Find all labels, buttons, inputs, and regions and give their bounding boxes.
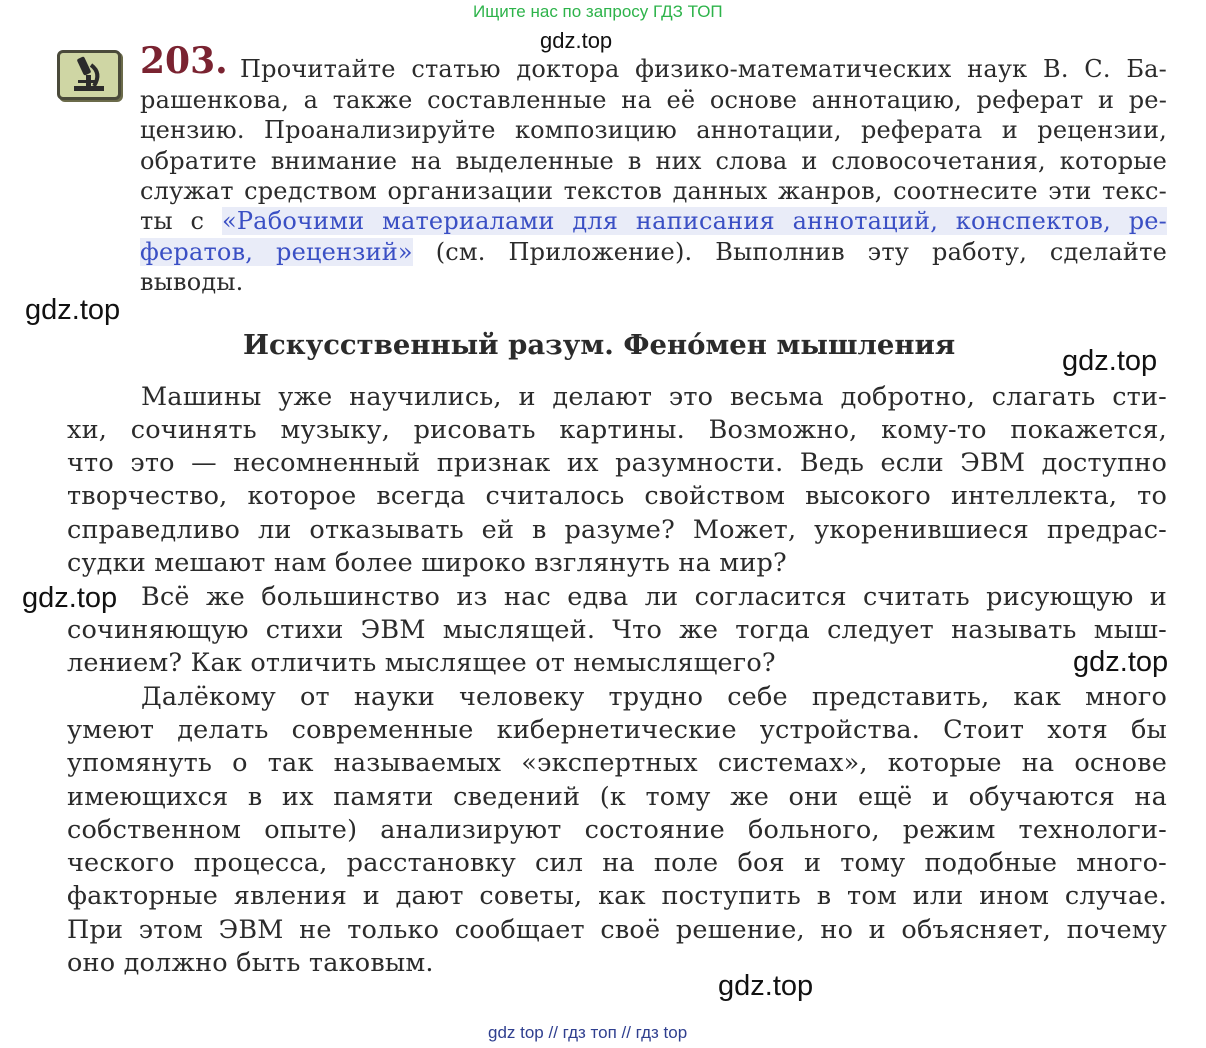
article-line: имеющихся в их памяти сведений (к тому же они ещё и обучаются на [67, 782, 1167, 812]
article-line: упомянуть о так называемых «экспертных системах», которые на основе [67, 748, 1167, 778]
site-watermark: gdz.top [718, 970, 814, 1002]
task-line-5: служат средством организации текстов данных жанров, соотнесите эти текс- [140, 177, 1167, 205]
article-line: Всё же большинство из нас едва ли согласится считать рисующую и [141, 582, 1167, 612]
appendix-link-part-2[interactable]: фератов, рецензий» [140, 238, 413, 266]
article-line: оно должно быть таковым. [67, 948, 434, 978]
article-line: ческого процесса, расстановку сил на поле боя и тому подобные много- [67, 848, 1167, 878]
article-line: судки мешают нам более широко взглянуть на мир? [67, 548, 787, 578]
article-title: Искусственный разум. Фенóмен мышления [243, 329, 956, 361]
appendix-link-part-1[interactable]: «Рабочими материалами для написания аннотаций, конспектов, ре- [221, 207, 1167, 235]
task-line-7 [140, 238, 1167, 266]
article-line: лением? Как отличить мыслящее от немыслящего? [67, 648, 776, 678]
article-line: факторные явления и дают советы, как поступить в том или ином случае. [67, 881, 1167, 911]
site-watermark: gdz.top [1073, 646, 1169, 678]
footer-watermark: gdz top // гдз топ // гдз top [488, 1023, 688, 1042]
task-line-6-text: ты с [140, 207, 205, 235]
article-line: При этом ЭВМ не только сообщает своё решение, но и объясняет, почему [67, 915, 1167, 945]
task-line-7-text: (см. Приложение). Выполнив эту работу, сделайте [435, 238, 1167, 266]
article-line: творчество, которое всегда считалось свойством высокого интеллекта, то [67, 481, 1167, 511]
site-watermark: gdz.top [540, 28, 613, 53]
top-banner-watermark: Ищите нас по запросу ГДЗ ТОП [473, 2, 723, 21]
article-line: Далёкому от науки человеку трудно себе представить, как много [141, 682, 1167, 712]
site-watermark: gdz.top [22, 582, 118, 614]
task-line-3: цензию. Проанализируйте композицию аннотации, реферата и рецензии, [140, 116, 1167, 144]
site-watermark: gdz.top [25, 294, 121, 326]
article-line: собственном опыте) анализируют состояние больного, режим технологи- [67, 815, 1167, 845]
microscope-icon [57, 50, 121, 100]
article-line: справедливо ли отказывать ей в разуме? Может, укоренившиеся предрас- [67, 515, 1167, 545]
task-line-8: выводы. [140, 268, 244, 296]
site-watermark: gdz.top [1062, 345, 1158, 377]
task-line-6 [140, 207, 1167, 235]
article-line: сочиняющую стихи ЭВМ мыслящей. Что же тогда следует называть мыш- [67, 615, 1167, 645]
task-line-1: Прочитайте статью доктора физико-математических наук В. С. Ба- [240, 55, 1167, 83]
task-line-2: рашенкова, а также составленные на её основе аннотацию, реферат и ре- [140, 86, 1167, 114]
task-line-4: обратите внимание на выделенные в них слова и словосочетания, которые [140, 147, 1167, 175]
article-line: хи, сочинять музыку, рисовать картины. Возможно, кому-то покажется, [67, 415, 1167, 445]
article-line: умеют делать современные кибернетические устройства. Стоит хотя бы [67, 715, 1167, 745]
task-number: 203. [140, 40, 228, 82]
article-line: что это — несомненный признак их разумности. Ведь если ЭВМ доступно [67, 448, 1167, 478]
article-line: Машины уже научились, и делают это весьма добротно, слагать сти- [141, 382, 1167, 412]
